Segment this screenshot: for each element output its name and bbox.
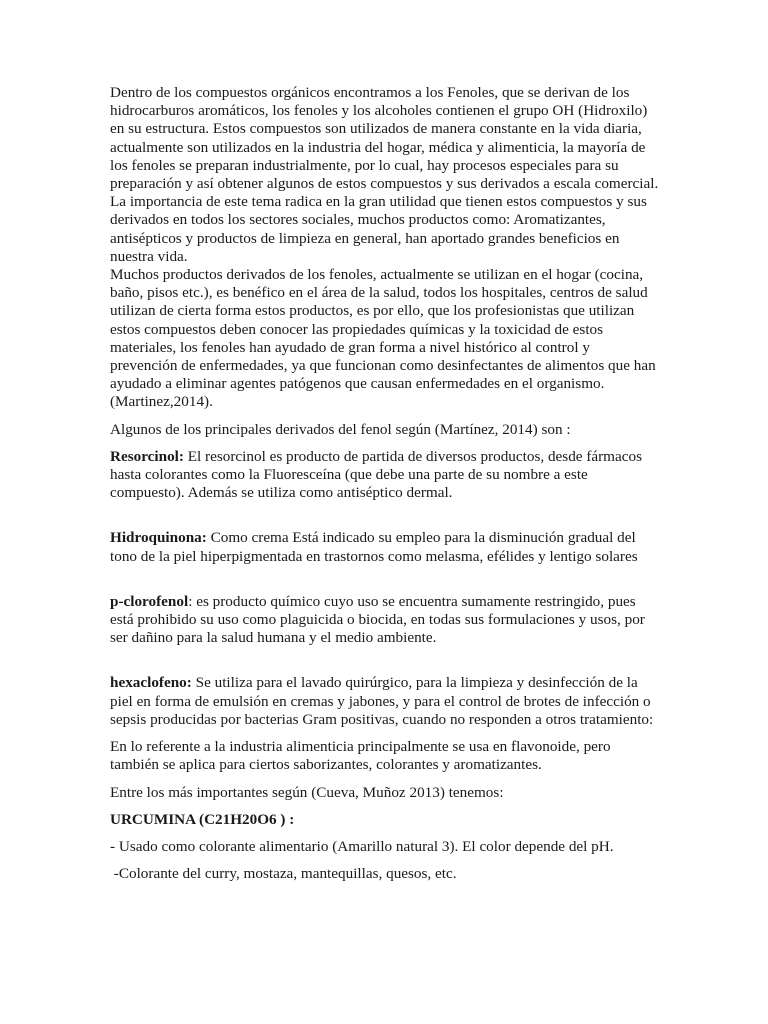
introduction-section [110, 84, 660, 412]
bullet-item-2: -Colorante del curry, mostaza, mantequillas, quesos, etc. [110, 865, 457, 883]
food-industry-paragraph: En lo referente a la industria alimenticia principalmente se usa en flavonoide, pero también se aplica para ciertos saborizantes, colorantes y aromatizantes. [110, 738, 611, 774]
bullet-item-1: - Usado como colorante alimentario (Amarillo natural 3). El color depende del pH. [110, 837, 614, 855]
intro-paragraph-1: Dentro de los compuestos orgánicos encontramos a los Fenoles, que se derivan de los hidrocarburos aromáticos, los fenoles y los alcoholes contienen el grupo OH (Hidroxilo) en su estructura. Estos compuestos son utilizados de manera constante en la vida diaria, actualmente son utilizados en la industria del hogar, médica y alimenticia, la mayoría de los fenoles se preparan industrialmente, por lo cual, hay procesos especiales para su preparación y así obtener algunos de estos compuestos y sus derivados a escala comercial. [110, 84, 659, 193]
derivative-term: hexaclofeno: [110, 674, 192, 692]
derivative-term: Hidroquinona: [110, 529, 207, 547]
derivative-description: Se utiliza para el lavado quirúrgico, para la limpieza y desinfección de la piel en forma de emulsión en cremas y jabones, y para el control de brotes de infección o sepsis producidas por bacterias Gram positivas, cuando no responden a otros tratamiento: [110, 674, 654, 728]
list-intro: Entre los más importantes según (Cueva, Muñoz 2013) tenemos: [110, 783, 504, 801]
document-page [110, 84, 660, 883]
derivative-p-clorofenol [110, 593, 660, 648]
section-heading: URCUMINA (C21H20O6 ) : [110, 810, 295, 828]
derivative-hexaclofeno [110, 674, 660, 729]
derivative-term: p-clorofenol [110, 592, 189, 610]
derivative-hidroquinona [110, 529, 660, 565]
intro-paragraph-2: La importancia de este tema radica en la gran utilidad que tienen estos compuestos y sus derivados en todos los sectores sociales, muchos productos como: Aromatizantes, antisépticos y productos de limpieza en general, han aportado grandes beneficios en nuestra vida. [110, 193, 647, 265]
derivative-description: : es producto químico cuyo uso se encuentra sumamente restringido, pues está prohibido su uso como plaguicida o biocida, en todas sus formulaciones y usos, por ser dañino para la salud humana y el medio ambiente. [110, 592, 645, 647]
derivative-description: El resorcinol es producto de partida de diversos productos, desde fármacos hasta colorantes como la Fluoresceína (que debe una parte de su nombre a este compuesto). Además se utiliza como antiséptico dermal. [110, 447, 642, 502]
derivative-term: Resorcinol: [110, 447, 184, 465]
derivative-resorcinol [110, 448, 660, 503]
derivatives-intro: Algunos de los principales derivados del fenol según (Martínez, 2014) son : [110, 420, 571, 438]
derivative-description: Como crema Está indicado su empleo para la disminución gradual del tono de la piel hiperpigmentada en trastornos como melasma, efélides y lentigo solares [110, 529, 638, 565]
intro-paragraph-3: Muchos productos derivados de los fenoles, actualmente se utilizan en el hogar (cocina, baño, pisos etc.), es benéfico en el área de la salud, todos los hospitales, centros de salud utilizan de cierta forma estos productos, es por ello, que los profesionistas que utilizan estos compuestos deben conocer las propiedades químicas y la toxicidad de estos materiales, los fenoles han ayudado de gran forma a nivel histórico al control y prevención de enfermedades, ya que funcionan como desinfectantes de alimentos que han ayudado a eliminar agentes patógenos que causan enfermedades en el organismo.(Martinez,2014). [110, 266, 656, 411]
